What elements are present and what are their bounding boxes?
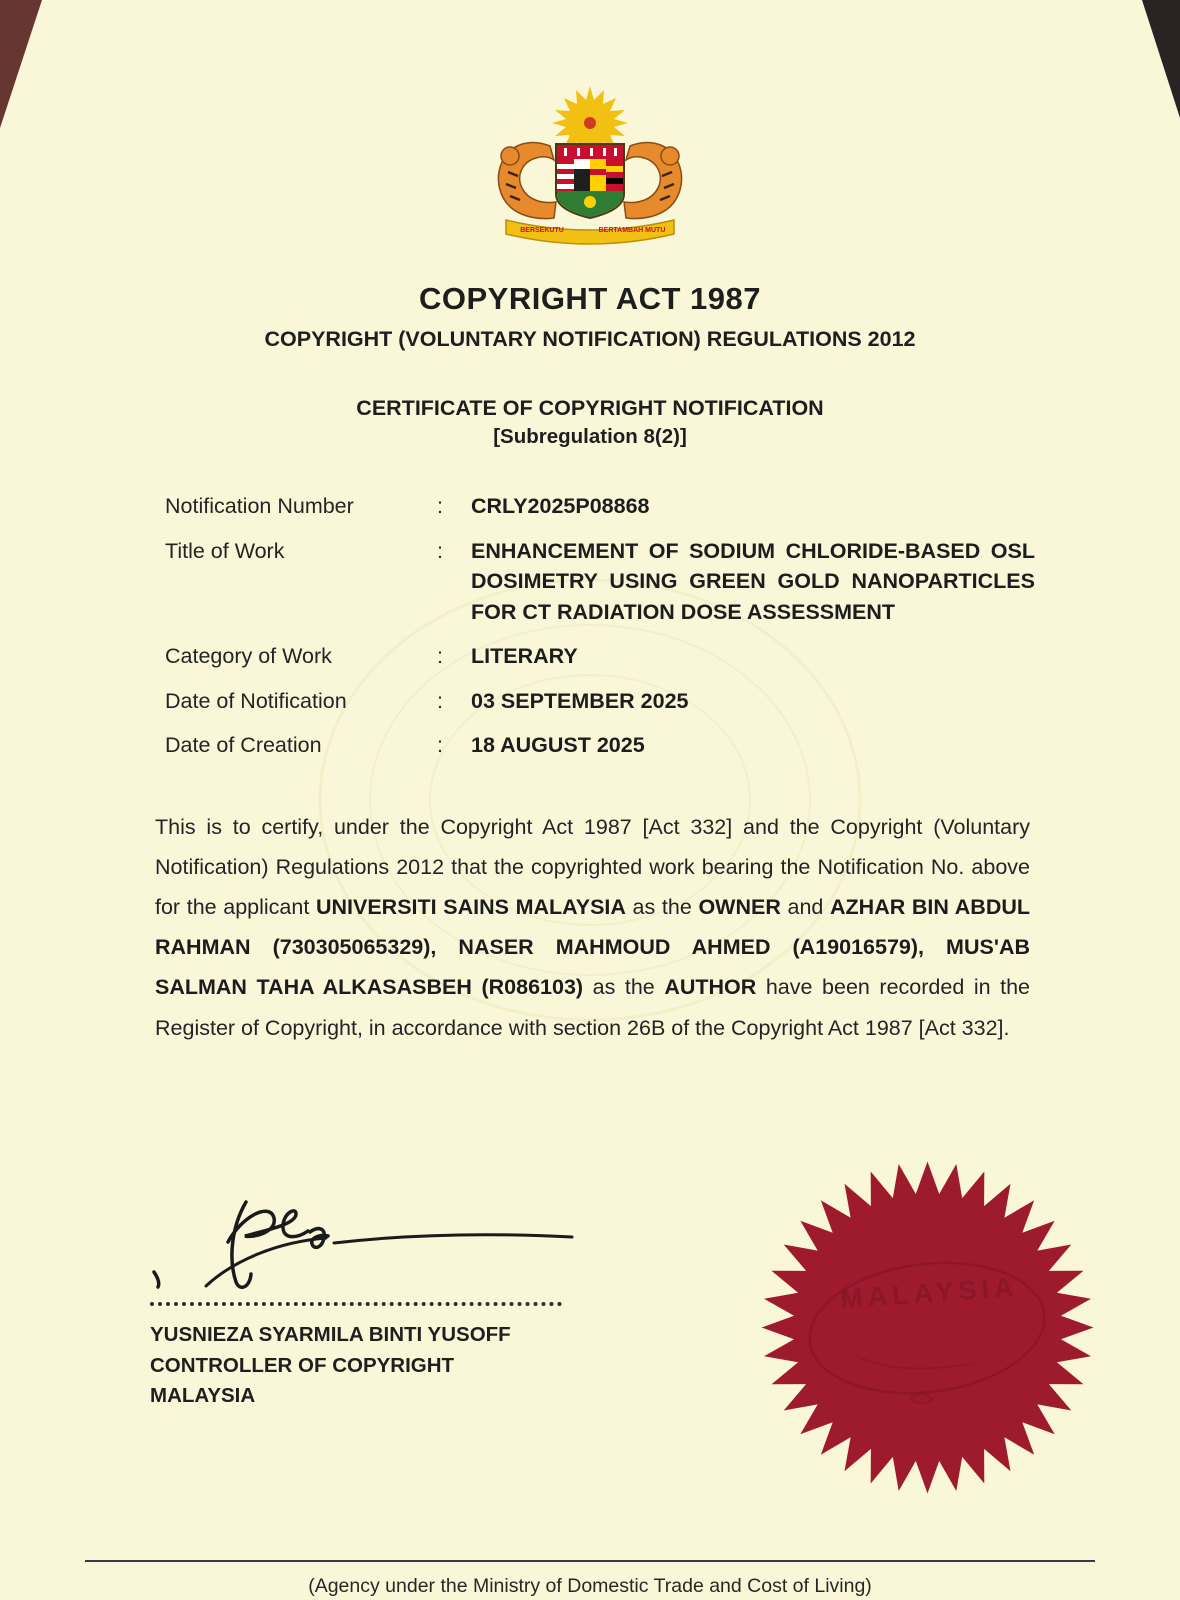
crest-shield-icon — [556, 144, 624, 218]
certify-text-2: as the — [625, 895, 699, 920]
certificate-title: CERTIFICATE OF COPYRIGHT NOTIFICATION — [356, 396, 824, 420]
author-label: AUTHOR — [664, 975, 757, 1000]
handwritten-signature — [150, 1188, 580, 1300]
field-colon: : — [437, 494, 443, 518]
scan-artifact-top-right — [1142, 0, 1180, 118]
crest-motto-banner — [506, 220, 674, 244]
signatory-title: CONTROLLER OF COPYRIGHT — [150, 1353, 455, 1377]
crest-motto-right: BERTAMBAH MUTU — [598, 227, 666, 234]
seal-text: MALAYSIA — [839, 1271, 1020, 1315]
certify-text-5: have been recorded in the Register of Copyright, in accordance with section 26B of the Copyright Act 1987 [Act 332]. — [155, 975, 1031, 1040]
signatory-country: MALAYSIA — [150, 1384, 256, 1408]
field-label-date-of-notification: Date of Notification — [165, 688, 347, 713]
field-label-title-of-work: Title of Work — [165, 538, 285, 563]
signatory-name: YUSNIEZA SYARMILA BINTI YUSOFF — [150, 1322, 511, 1346]
crest-tiger-left-icon — [498, 143, 556, 219]
applicant-name: UNIVERSITI SAINS MALAYSIA — [315, 895, 626, 920]
regulations-title: COPYRIGHT (VOLUNTARY NOTIFICATION) REGULATIONS 2012 — [264, 327, 916, 351]
field-label-category-of-work: Category of Work — [165, 644, 332, 669]
footer-agency-line: (Agency under the Ministry of Domestic Trade and Cost of Living) — [85, 1560, 1095, 1598]
field-colon: : — [437, 538, 443, 563]
owner-label: OWNER — [698, 895, 781, 920]
subregulation-label: [Subregulation 8(2)] — [493, 425, 687, 448]
certify-text-4: as the — [583, 975, 665, 1000]
red-embossed-seal — [760, 1160, 1095, 1500]
field-colon: : — [437, 733, 443, 758]
certify-text-1: This is to certify, under the Copyright Act 1987 [Act 332] and the Copyright (Voluntary Notification) Regulations 2012 that the copyrighted work bearing the Notification No. above for the applicant — [155, 814, 1030, 920]
certify-paragraph — [155, 807, 1030, 1048]
scan-artifact-top-left — [0, 0, 42, 128]
malaysia-coat-of-arms — [480, 82, 700, 255]
field-value-notification-number: CRLY2025P08868 — [471, 494, 650, 518]
field-label-date-of-creation: Date of Creation — [165, 733, 322, 758]
authors-names: AZHAR BIN ABDUL RAHMAN (730305065329), NASER MAHMOUD AHMED (A19016579), MUS'AB SALMAN TAHA ALKASASBEH (R086103) — [155, 895, 1031, 1000]
field-value-date-of-creation: 18 AUGUST 2025 — [471, 733, 645, 758]
act-title: COPYRIGHT ACT 1987 — [418, 281, 762, 316]
certificate-fields — [165, 491, 1035, 761]
field-value-category-of-work: LITERARY — [471, 644, 578, 669]
field-label-notification-number: Notification Number — [165, 494, 354, 518]
certify-text-3: and — [780, 895, 831, 920]
field-colon: : — [437, 688, 443, 713]
crest-motto-left: BERSEKUTU — [520, 227, 564, 234]
field-value-date-of-notification: 03 SEPTEMBER 2025 — [471, 688, 689, 713]
field-colon: : — [437, 644, 443, 669]
crest-tiger-right-icon — [624, 143, 682, 219]
signature-dotted-line — [150, 1302, 562, 1306]
field-value-title-of-work: ENHANCEMENT OF SODIUM CHLORIDE-BASED OSL DOSIMETRY USING GREEN GOLD NANOPARTICLES FOR CT RADIATION DOSE ASSESSMENT — [471, 538, 1035, 624]
signature-block — [150, 1188, 580, 1412]
